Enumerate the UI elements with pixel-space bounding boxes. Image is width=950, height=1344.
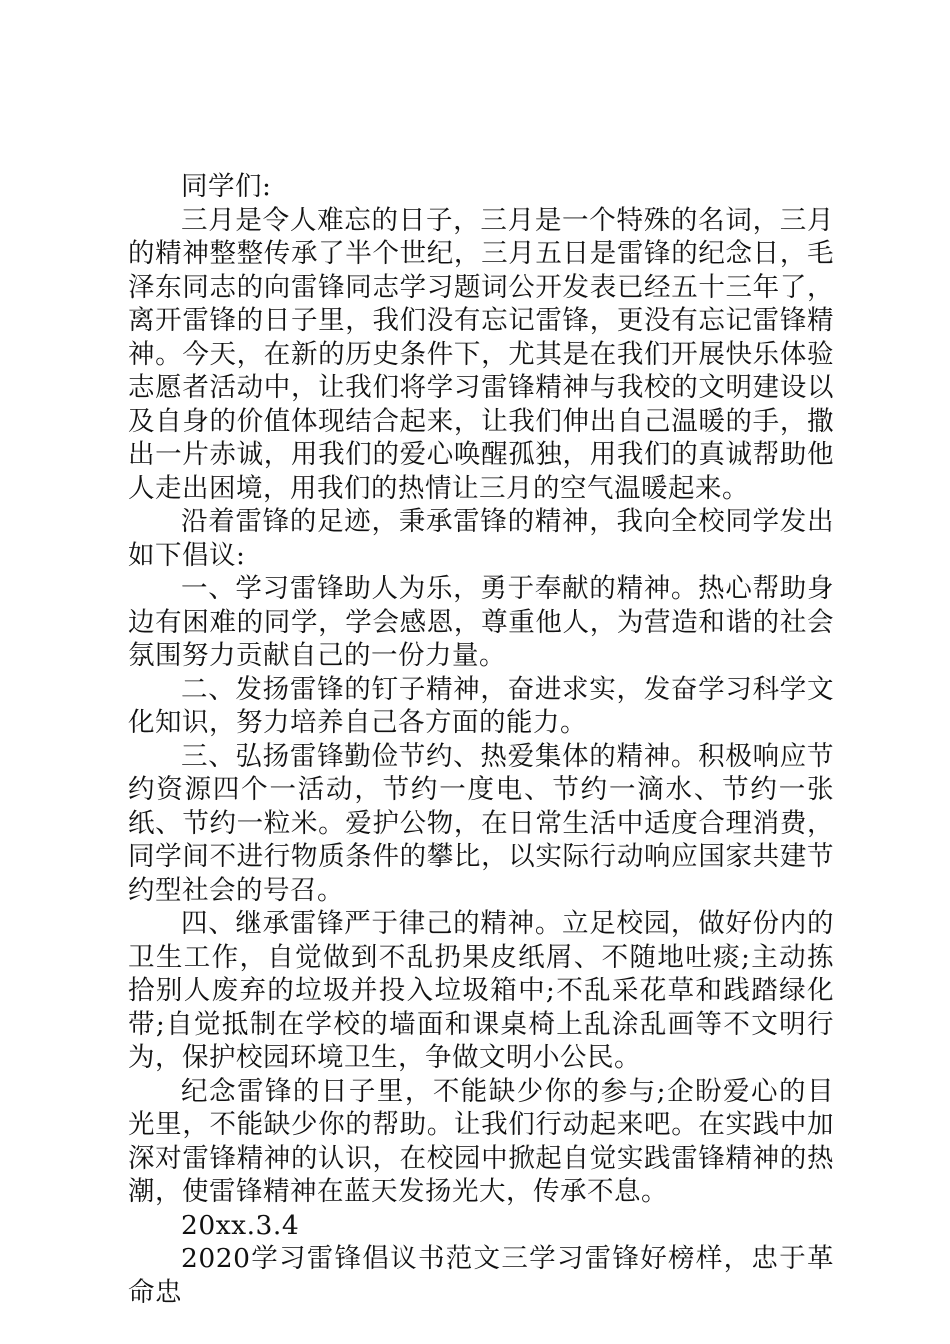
paragraph-closing: 纪念雷锋的日子里，不能缺少你的参与;企盼爱心的目光里，不能缺少你的帮助。让我们行动起来吧。在实践中加深对雷锋精神的认识，在校园中掀起自觉实践雷锋精神的热潮，使雷锋精神在蓝天发扬光大，传承不息。 [128,1075,834,1207]
paragraph-item-4: 四、继承雷锋严于律己的精神。立足校园，做好份内的卫生工作，自觉做到不乱扔果皮纸屑、不随地吐痰;主动拣拾别人废弃的垃圾并投入垃圾箱中;不乱采花草和践踏绿化带;自觉抵制在学校的墙面和课桌椅上乱涂乱画等不文明行为，保护校园环境卫生，争做文明小公民。 [128,908,834,1073]
paragraph-item-1: 一、学习雷锋助人为乐，勇于奉献的精神。热心帮助身边有困难的同学，学会感恩，尊重他人，为营造和谐的社会氛围努力贡献自己的一份力量。 [128,573,834,671]
paragraph-item-2: 二、发扬雷锋的钉子精神，奋进求实，发奋学习科学文化知识，努力培养自己各方面的能力。 [128,673,834,738]
greeting: 同学们: [181,171,272,202]
paragraph-intro: 三月是令人难忘的日子，三月是一个特殊的名词，三月的精神整整传承了半个世纪，三月五日是雷锋的纪念日，毛泽东同志的向雷锋同志学习题词公开发表已经五十三年了，离开雷锋的日子里，我们没有忘记雷锋，更没有忘记雷锋精神。今天，在新的历史条件下，尤其是在我们开展快乐体验志愿者活动中，让我们将学习雷锋精神与我校的文明建设以及自身的价值体现结合起来，让我们伸出自己温暖的手，撒出一片赤诚，用我们的爱心唤醒孤独，用我们的真诚帮助他人走出困境，用我们的热情让三月的空气温暖起来。 [128,204,834,504]
paragraph-item-3: 三、弘扬雷锋勤俭节约、热爱集体的精神。积极响应节约资源四个一活动，节约一度电、节约一滴水、节约一张纸、节约一粒米。爱护公物，在日常生活中适度合理消费，同学间不进行物质条件的攀比，以实际行动响应国家共建节约型社会的号召。 [128,740,834,906]
paragraph-proposal-lead: 沿着雷锋的足迹，秉承雷锋的精神，我向全校同学发出如下倡议: [128,506,834,571]
date-line: 20xx.3.4 [181,1209,300,1241]
next-section-heading: 2020学习雷锋倡议书范文三学习雷锋好榜样，忠于革命忠 [128,1243,834,1308]
document-body [128,170,834,1309]
